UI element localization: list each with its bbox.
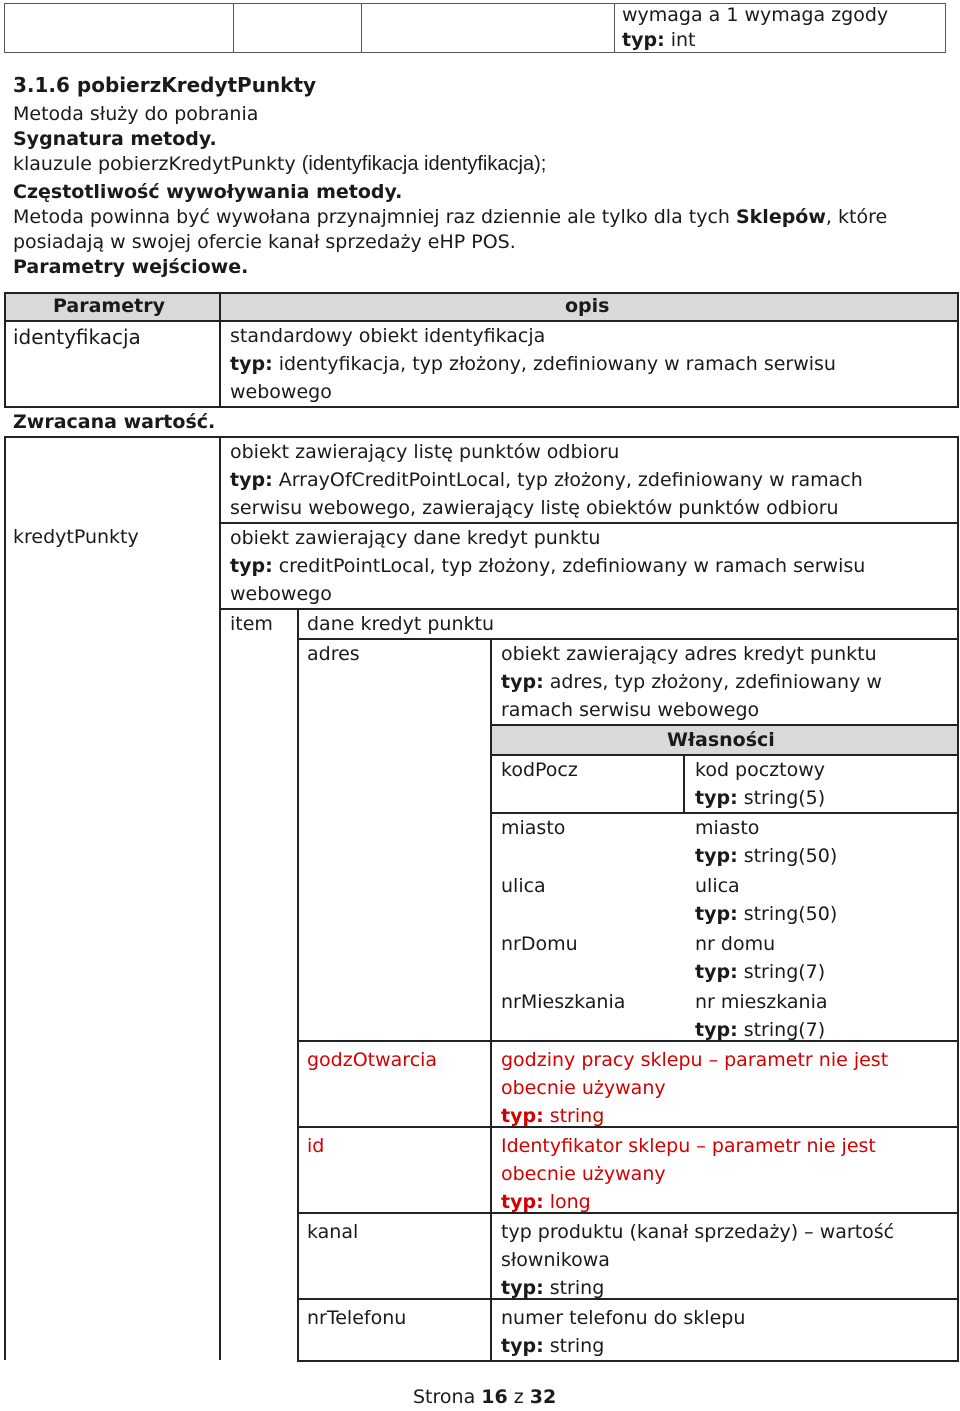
adres-desc-type: adres, typ złożony, zdefiniowany w — [543, 671, 882, 693]
typ-label: typ: — [695, 845, 738, 867]
prop-desc: kod pocztowy — [695, 759, 826, 781]
field-desc-1: numer telefonu do sklepu — [501, 1307, 746, 1329]
prop-typ-value: string(5) — [737, 787, 826, 809]
prop-typ — [695, 842, 837, 870]
section-description: Metoda służy do pobrania — [13, 103, 259, 125]
adres-name: adres — [307, 643, 360, 665]
typ-label: typ: — [695, 1019, 738, 1041]
field-typ — [501, 1332, 604, 1360]
item-desc: dane kredyt punktu — [307, 613, 494, 635]
prop-desc: nr domu — [695, 933, 776, 955]
field-typ-value: string — [543, 1277, 605, 1299]
obj-desc-1: obiekt zawierający dane kredyt punktu — [230, 527, 601, 549]
typ-label: typ: — [501, 1191, 544, 1213]
field-desc-1: Identyfikator sklepu – parametr nie jest — [501, 1135, 876, 1157]
prop-name: miasto — [501, 817, 566, 839]
typ-value: int — [664, 29, 696, 51]
signature-label: Sygnatura metody. — [13, 128, 217, 150]
obj-desc-type: creditPointLocal, typ złożony, zdefiniowany w ramach serwisu — [272, 555, 866, 577]
input-header-desc: opis — [565, 295, 610, 317]
field-name: kanal — [307, 1221, 359, 1243]
list-desc-3: serwisu webowego, zawierający listę obiektów punktów odbioru — [230, 497, 839, 519]
field-desc-2: obecnie używany — [501, 1163, 666, 1185]
return-label: Zwracana wartość. — [13, 411, 216, 433]
typ-label: typ: — [501, 1277, 544, 1299]
section-heading: 3.1.6 pobierzKredytPunkty — [13, 73, 317, 97]
page-footer — [413, 1383, 556, 1411]
typ-label: typ: — [230, 469, 273, 491]
typ-label: typ: — [501, 1335, 544, 1357]
prop-typ — [695, 1016, 825, 1044]
prop-typ — [695, 784, 825, 812]
input-desc-type: identyfikacja, typ złożony, zdefiniowany w ramach serwisu — [272, 353, 836, 375]
signature-args: (identyfikacja identyfikacja); — [301, 153, 547, 175]
typ-label: typ: — [230, 555, 273, 577]
typ-label: typ: — [695, 903, 738, 925]
footer-prefix: Strona — [413, 1386, 482, 1408]
input-header-param: Parametry — [53, 295, 165, 317]
input-desc-line1: standardowy obiekt identyfikacja — [230, 325, 546, 347]
adres-desc-2 — [501, 668, 882, 696]
footer-mid: z — [507, 1386, 530, 1408]
field-desc-1: typ produktu (kanał sprzedaży) – wartość — [501, 1221, 895, 1243]
prop-typ-value: string(7) — [737, 1019, 826, 1041]
signature-text — [13, 152, 546, 176]
footer-page-number: 16 — [481, 1386, 508, 1408]
signature-prefix: klauzule pobierzKredytPunkty — [13, 153, 302, 175]
frequency-text-1a: Metoda powinna być wywołana przynajmniej raz dziennie ale tylko dla tych — [13, 206, 736, 228]
prop-typ-value: string(50) — [737, 903, 838, 925]
input-param-name: identyfikacja — [13, 325, 141, 349]
top-cell-line1: wymaga a 1 wymaga zgody — [622, 4, 889, 26]
return-param-name: kredytPunkty — [13, 526, 139, 548]
list-desc-1: obiekt zawierający listę punktów odbioru — [230, 441, 620, 463]
obj-desc-3: webowego — [230, 583, 332, 605]
item-label: item — [230, 613, 273, 635]
field-typ-value: long — [543, 1191, 591, 1213]
field-desc-1: godziny pracy sklepu – parametr nie jest — [501, 1049, 889, 1071]
prop-typ-value: string(50) — [737, 845, 838, 867]
field-desc-2: słownikowa — [501, 1249, 610, 1271]
typ-label: typ: — [501, 671, 544, 693]
list-desc-2 — [230, 466, 863, 494]
prop-desc: ulica — [695, 875, 740, 897]
field-typ-value: string — [543, 1105, 605, 1127]
typ-label: typ: — [695, 787, 738, 809]
field-name: godzOtwarcia — [307, 1049, 438, 1071]
field-typ — [501, 1188, 591, 1216]
field-typ — [501, 1274, 604, 1302]
frequency-text-1b: Sklepów — [735, 206, 826, 228]
adres-desc-3: ramach serwisu webowego — [501, 699, 760, 721]
prop-name: ulica — [501, 875, 546, 897]
field-name: nrTelefonu — [307, 1307, 407, 1329]
props-header: Własności — [667, 729, 775, 751]
typ-label: typ: — [622, 29, 665, 51]
prop-typ — [695, 958, 825, 986]
typ-label: typ: — [695, 961, 738, 983]
field-typ — [501, 1102, 604, 1130]
prop-name: nrDomu — [501, 933, 578, 955]
prop-desc: nr mieszkania — [695, 991, 828, 1013]
field-desc-2: obecnie używany — [501, 1077, 666, 1099]
frequency-text-1c: , które — [825, 206, 888, 228]
typ-label: typ: — [230, 353, 273, 375]
input-desc-line3: webowego — [230, 381, 332, 403]
frequency-text-2: posiadają w swojej ofercie kanał sprzedaży eHP POS. — [13, 231, 516, 253]
frequency-text-1 — [13, 205, 887, 229]
adres-desc-1: obiekt zawierający adres kredyt punktu — [501, 643, 877, 665]
footer-page-total: 32 — [529, 1386, 557, 1408]
field-name: id — [307, 1135, 325, 1157]
prop-typ-value: string(7) — [737, 961, 826, 983]
top-cell-typ — [622, 28, 695, 52]
prop-name: kodPocz — [501, 759, 578, 781]
prop-typ — [695, 900, 837, 928]
obj-desc-2 — [230, 552, 865, 580]
typ-label: typ: — [501, 1105, 544, 1127]
input-desc-line2 — [230, 350, 836, 378]
prop-desc: miasto — [695, 817, 760, 839]
input-params-label: Parametry wejściowe. — [13, 256, 249, 278]
prop-name: nrMieszkania — [501, 991, 626, 1013]
frequency-label: Częstotliwość wywoływania metody. — [13, 181, 403, 203]
field-typ-value: string — [543, 1335, 605, 1357]
list-desc-type: ArrayOfCreditPointLocal, typ złożony, zdefiniowany w ramach — [272, 469, 863, 491]
